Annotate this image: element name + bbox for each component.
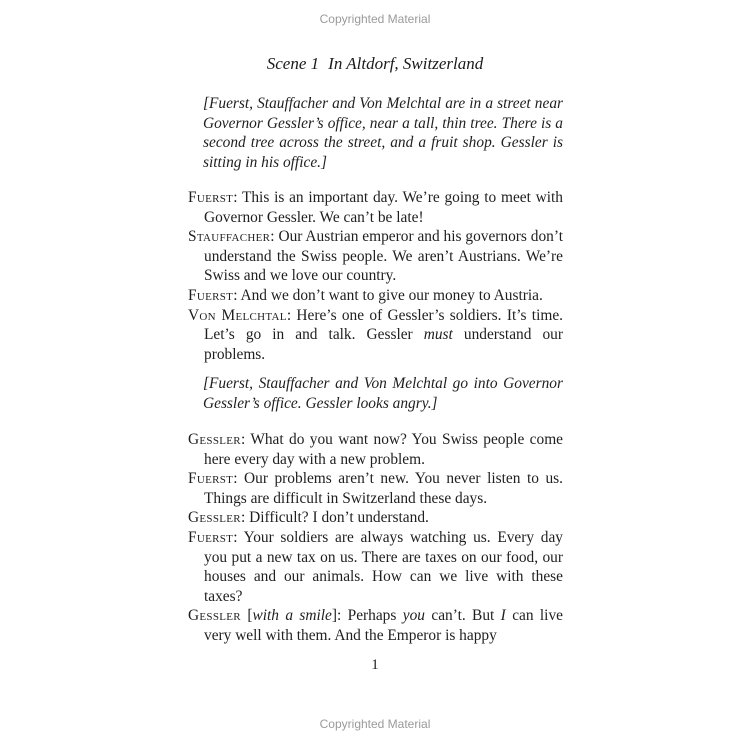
watermark-top: Copyrighted Material: [319, 12, 431, 26]
watermark-bottom: Copyrighted Material: [319, 717, 431, 731]
dialogue-line: Gessler: What do you want now? You Swiss people come here every day with a new problem.: [188, 431, 563, 468]
speaker-name: Fuerst: [188, 470, 234, 488]
speaker-name: Von Melchtal: [188, 306, 287, 324]
dialogue-line: Fuerst: And we don’t want to give our money to Austria.: [188, 286, 543, 304]
dialogue-line: Von Melchtal: Here’s one of Gessler’s soldiers. It’s time. Let’s go in and talk. Gessler must understand our problems.: [188, 306, 563, 363]
scene-title: [0, 54, 750, 74]
stage-direction: [Fuerst, Stauffacher and Von Melchtal go into Governor Gessler’s office. Gessler looks angry.]: [203, 375, 563, 412]
dialogue-text: understand our problems.: [204, 326, 563, 363]
dialogue-text: Our problems aren’t new. You never listen to us. Things are difficult in Switzerland these days.: [204, 470, 563, 507]
scene-number: Scene 1: [266, 54, 320, 73]
dialogue-line: Gessler: Difficult? I don’t understand.: [188, 509, 429, 527]
dialogue-line: Fuerst: This is an important day. We’re going to meet with Governor Gessler. We can’t be late!: [188, 189, 563, 226]
speaker-name: Gessler: [188, 509, 241, 527]
dialogue-text: This is an important day. We’re going to meet with Governor Gessler. We can’t be late!: [204, 189, 563, 226]
emphasis-text: you: [402, 607, 425, 625]
speaker-name: Fuerst: [188, 286, 234, 304]
dialogue-text: What do you want now? You Swiss people come here every day with a new problem.: [204, 431, 563, 468]
speaker-name: Fuerst: [188, 189, 234, 206]
dialogue-text: can live very well with them. And the Emperor is happy: [204, 607, 563, 644]
dialogue-text: Your soldiers are always watching us. Every day you put a new tax on us. There are taxes on our food, our houses and our animals. How can we live with these taxes?: [204, 528, 563, 605]
dialogue-line: Stauffacher: Our Austrian emperor and his governors don’t understand the Swiss people. We aren’t Austrians. We’re Swiss and we love our country.: [188, 228, 564, 285]
stage-aside: with a smile: [252, 607, 332, 625]
dialogue-block: [188, 188, 563, 364]
dialogue-line: Fuerst: Your soldiers are always watching us. Every day you put a new tax on us. There are taxes on our food, our houses and our animals. How can we live with these taxes?: [188, 528, 563, 605]
emphasis-text: must: [423, 326, 453, 344]
emphasis-text: I: [500, 607, 506, 625]
speaker-name: Fuerst: [188, 528, 234, 546]
speaker-name: Gessler: [188, 431, 241, 448]
dialogue-text: Here’s one of Gessler’s soldiers. It’s time. Let’s go in and talk. Gessler: [204, 306, 563, 344]
stage-direction: [Fuerst, Stauffacher and Von Melchtal are in a street near Governor Gessler’s office, near a tall, thin tree. There is a second tree across the street, and a fruit shop. Gessler is sitting in his office.]: [203, 95, 563, 171]
dialogue-line: Fuerst: Our problems aren’t new. You never listen to us. Things are difficult in Switzerland these days.: [188, 470, 563, 507]
dialogue-text: Difficult? I don’t understand.: [249, 509, 429, 527]
scene-location: In Altdorf, Switzerland: [328, 54, 484, 73]
dialogue-block: [188, 430, 563, 646]
speaker-name: Gessler: [188, 607, 241, 625]
speaker-name: Stauffacher: [188, 228, 271, 246]
dialogue-line: Gessler [with a smile]: Perhaps you can’t. But I can live very well with them. And the Emperor is happy: [188, 607, 563, 644]
page-number: 1: [371, 657, 379, 673]
dialogue-text: can’t. But: [431, 607, 495, 625]
dialogue-text: Perhaps: [347, 607, 397, 625]
dialogue-text: And we don’t want to give our money to Austria.: [240, 286, 543, 304]
dialogue-text: Our Austrian emperor and his governors don’t understand the Swiss people. We aren’t Austrians. We’re Swiss and we love our country.: [204, 228, 564, 285]
